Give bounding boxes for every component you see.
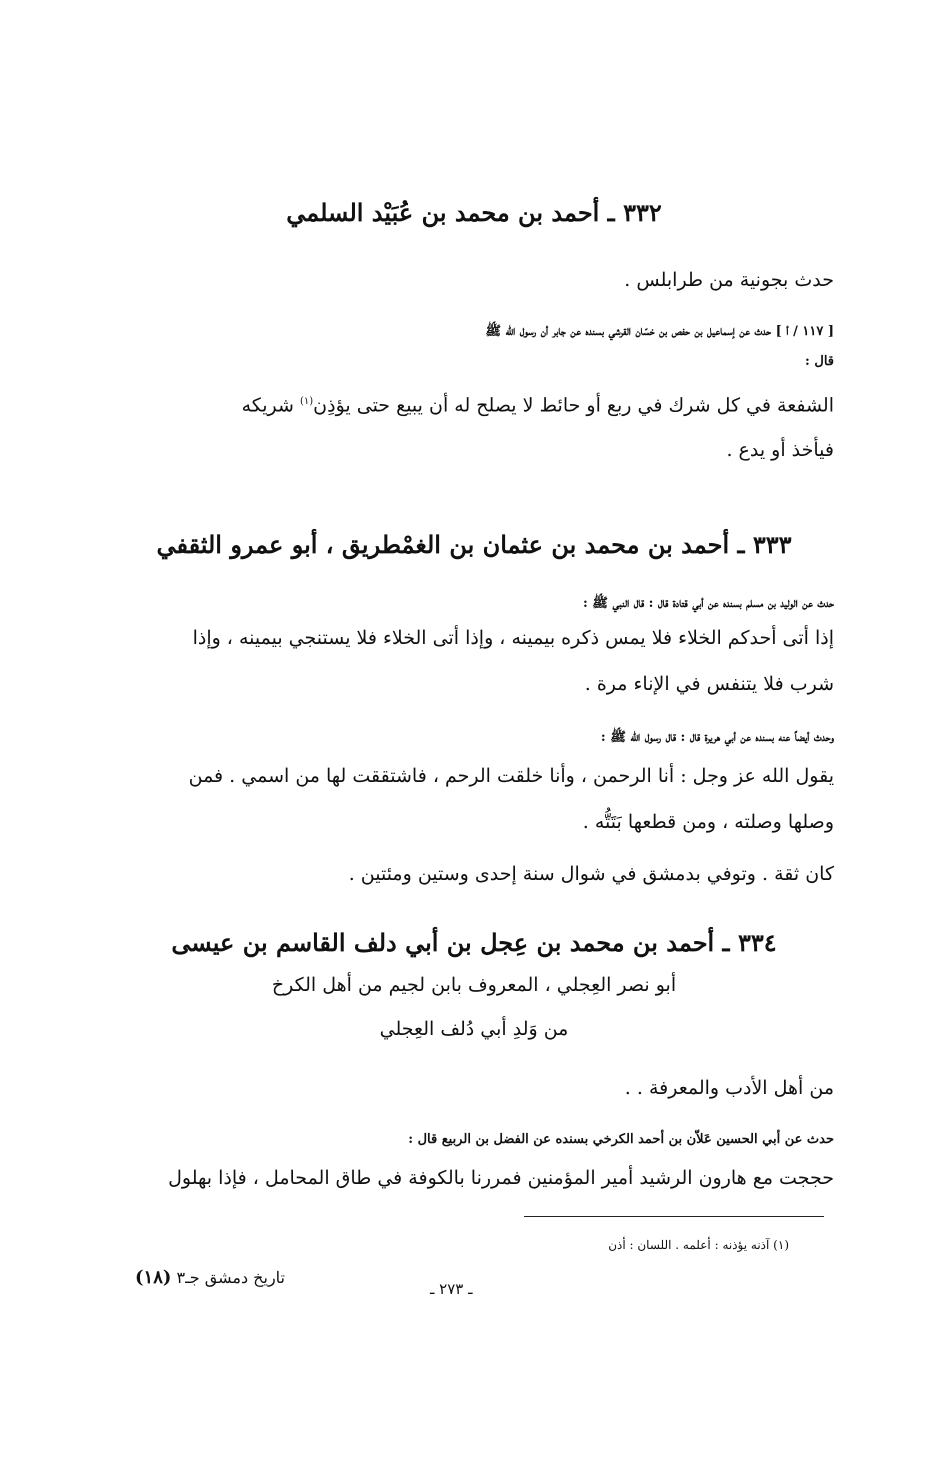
entry-333-isnad-a: حدث عن الوليد بن مسلم بسنده عن أبي قتادة قال : قال النبي ﷺ : xyxy=(582,596,834,611)
hadith-text: الشفعة في كل شرك في ربع أو حائط لا يصلح له أن يبيع حتى يؤذِن xyxy=(313,394,834,417)
entry-334-subtitle-1: أبو نصر العِجلي ، المعروف بابن لجيم من أهل الكرخ xyxy=(271,974,677,996)
footnote-divider xyxy=(524,1216,824,1217)
book-title: تاريخ دمشق جـ٣ xyxy=(176,1268,285,1287)
volume-mark: (١٨) xyxy=(135,1267,172,1288)
footnote: (١) آذنه يؤذنه : أعلمه . اللسان : أذن xyxy=(608,1238,789,1252)
entry-332-isnad: [ ١١٧ / أ ] حدث عن إسماعيل بن حفص بن خسّان القرشي بسنده عن جابر أن رسول الله ﷺ xyxy=(485,324,834,339)
entry-333-text-a2: شرب فلا يتنفس في الإناء مرة . xyxy=(584,673,834,695)
entry-334-subtitle-2: من وَلدِ أبي دُلف العِجلي xyxy=(379,1018,569,1040)
entry-333-closing: كان ثقة . وتوفي بدمشق في شوال سنة إحدى وستين ومئتين . xyxy=(348,863,834,885)
page-number: ـ ٢٧٣ ـ xyxy=(430,1280,473,1298)
entry-334-heading: ٣٣٤ ـ أحمد بن محمد بن عِجل بن أبي دلف القاسم بن عيسى xyxy=(171,928,777,957)
entry-333-text-a1: إذا أتى أحدكم الخلاء فلا يمس ذكره بيمينه ، وإذا أتى الخلاء فلا يستنجي بيمينه ، وإذا xyxy=(192,627,834,649)
entry-332-heading: ٣٣٢ ـ أحمد بن محمد بن عُبَيْد السلمي xyxy=(286,198,662,227)
entry-332-hadith-line-2: فيأخذ أو يدع . xyxy=(726,439,834,461)
entry-333-text-b1: يقول الله عز وجل : أنا الرحمن ، وأنا خلقت الرحم ، فاشتققت لها من اسمي . فمن xyxy=(188,765,834,787)
footnote-reference: (١) xyxy=(299,396,314,407)
entry-334-text-1: حججت مع هارون الرشيد أمير المؤمنين فمررنا بالكوفة في طاق المحامل ، فإذا بهلول xyxy=(168,1167,834,1189)
entry-333-isnad-b: وحدث أيضاً عنه بسنده عن أبي هريرة قال : قال رسول الله ﷺ : xyxy=(600,730,834,745)
hadith-text-end: شريكه xyxy=(241,394,300,417)
page-footer-book xyxy=(135,1267,285,1288)
entry-332-line: حدث بجونية من طرابلس . xyxy=(624,269,834,291)
entry-334-line: من أهل الأدب والمعرفة . . xyxy=(624,1077,834,1099)
entry-333-text-b2: وصلها وصلته ، ومن قطعها بَتَتُّه . xyxy=(582,811,834,833)
entry-332-isnad-cont: قال : xyxy=(805,354,834,369)
entry-334-isnad: حدث عن أبي الحسين عَلاّن بن أحمد الكرخي بسنده عن الفضل بن الربيع قال : xyxy=(408,1132,834,1147)
entry-332-hadith-line-1 xyxy=(114,384,834,423)
entry-333-heading: ٣٣٣ ـ أحمد بن محمد بن عثمان بن الغمْطريق ، أبو عمرو الثقفي xyxy=(156,530,792,559)
